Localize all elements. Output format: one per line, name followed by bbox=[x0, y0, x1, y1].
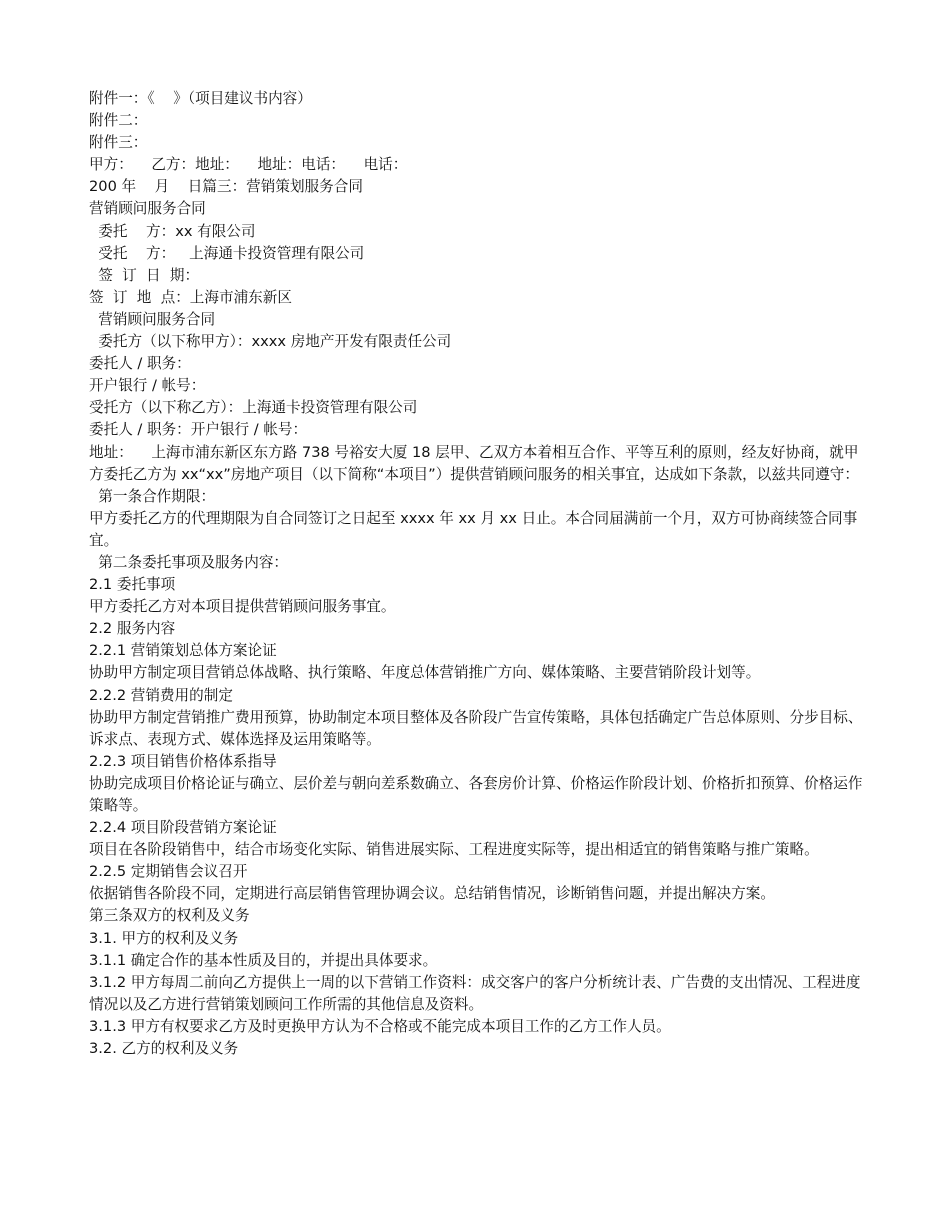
client-line: 委托 方：xx 有限公司 bbox=[89, 222, 256, 240]
article-one-body: 甲方委托乙方的代理期限为自合同签订之日起至 xxxx 年 xx 月 xx 日止。本合同届满前一个月，双方可协商续签合同事宜。 bbox=[89, 509, 858, 549]
contract-title: 营销顾问服务合同 bbox=[89, 200, 206, 218]
section-2-2-2-heading: 2.2.2 营销费用的制定 bbox=[89, 686, 233, 704]
article-one-heading: 第一条合作期限： bbox=[89, 487, 216, 505]
section-2-1-body: 甲方委托乙方对本项目提供营销顾问服务事宜。 bbox=[89, 598, 396, 616]
section-2-2-3-heading: 2.2.3 项目销售价格体系指导 bbox=[89, 752, 277, 770]
section-3-2-heading: 3.2. 乙方的权利及义务 bbox=[89, 1040, 239, 1058]
section-3-1-3: 3.1.3 甲方有权要求乙方及时更换甲方认为不合格或不能完成本项目工作的乙方工作人员。 bbox=[89, 1017, 671, 1035]
section-2-2-4-heading: 2.2.4 项目阶段营销方案论证 bbox=[89, 819, 277, 837]
section-2-2-1-heading: 2.2.1 营销策划总体方案论证 bbox=[89, 642, 277, 660]
section-3-1-1: 3.1.1 确定合作的基本性质及目的，并提出具体要求。 bbox=[89, 951, 438, 969]
party-a-line: 委托方（以下称甲方）：xxxx 房地产开发有限责任公司 bbox=[89, 333, 452, 351]
party-b-representative-bank: 委托人 / 职务：开户银行 / 帐号： bbox=[89, 421, 308, 439]
section-2-2-2-body: 协助甲方制定营销推广费用预算，协助制定本项目整体及各阶段广告宣传策略，具体包括确定广告总体原则、分步目标、诉求点、表现方式、媒体选择及运用策略等。 bbox=[89, 708, 863, 748]
section-2-2-heading: 2.2 服务内容 bbox=[89, 620, 176, 638]
section-3-1-heading: 3.1. 甲方的权利及义务 bbox=[89, 929, 239, 947]
section-2-2-4-body: 项目在各阶段销售中，结合市场变化实际、销售进展实际、工程进度实际等，提出相适宜的销售策略与推广策略。 bbox=[89, 841, 819, 859]
document-page bbox=[89, 88, 864, 1060]
party-a-bank-account: 开户银行 / 帐号： bbox=[89, 377, 206, 395]
section-2-2-1-body: 协助甲方制定项目营销总体战略、执行策略、年度总体营销推广方向、媒体策略、主要营销阶段计划等。 bbox=[89, 664, 761, 682]
party-a-representative: 委托人 / 职务： bbox=[89, 355, 191, 373]
section-3-1-2: 3.1.2 甲方每周二前向乙方提供上一周的以下营销工作资料：成交客户的客户分析统计表、广告费的支出情况、工程进度情况以及乙方进行营销策划顾问工作所需的其他信息及资料。 bbox=[89, 973, 861, 1013]
address-and-preamble: 地址： 上海市浦东新区东方路 738 号裕安大厦 18 层甲、乙双方本着相互合作、平等互利的原则，经友好协商，就甲方委托乙方为 xx“xx”房地产项目（以下简称“本项目”）提供营销顾问服务的相关事宜，达成如下条款，以兹共同遵守： bbox=[89, 443, 859, 483]
date-and-section-title: 200 年 月 日篇三：营销策划服务合同 bbox=[89, 178, 363, 196]
signing-date-line: 签 订 日 期： bbox=[89, 266, 200, 284]
attachment-two: 附件二： bbox=[89, 112, 148, 130]
party-contact-line: 甲方： 乙方：地址： 地址：电话： 电话： bbox=[89, 156, 408, 174]
attachment-three: 附件三： bbox=[89, 134, 148, 152]
section-2-1-heading: 2.1 委托事项 bbox=[89, 576, 176, 594]
article-two-heading: 第二条委托事项及服务内容： bbox=[89, 553, 289, 571]
section-2-2-5-heading: 2.2.5 定期销售会议召开 bbox=[89, 863, 248, 881]
attachment-one: 附件一：《 》（项目建议书内容） bbox=[89, 90, 312, 107]
party-b-line: 受托方（以下称乙方）：上海通卡投资管理有限公司 bbox=[89, 399, 418, 417]
section-2-2-3-body: 协助完成项目价格论证与确立、层价差与朝向差系数确立、各套房价计算、价格运作阶段计划、价格折扣预算、价格运作策略等。 bbox=[89, 774, 863, 814]
contract-subtitle: 营销顾问服务合同 bbox=[89, 310, 216, 328]
signing-place-line: 签 订 地 点：上海市浦东新区 bbox=[89, 288, 292, 306]
contractor-line: 受托 方： 上海通卡投资管理有限公司 bbox=[89, 244, 365, 262]
article-three-heading: 第三条双方的权利及义务 bbox=[89, 907, 250, 925]
section-2-2-5-body: 依据销售各阶段不同，定期进行高层销售管理协调会议。总结销售情况，诊断销售问题，并提出解决方案。 bbox=[89, 885, 775, 903]
